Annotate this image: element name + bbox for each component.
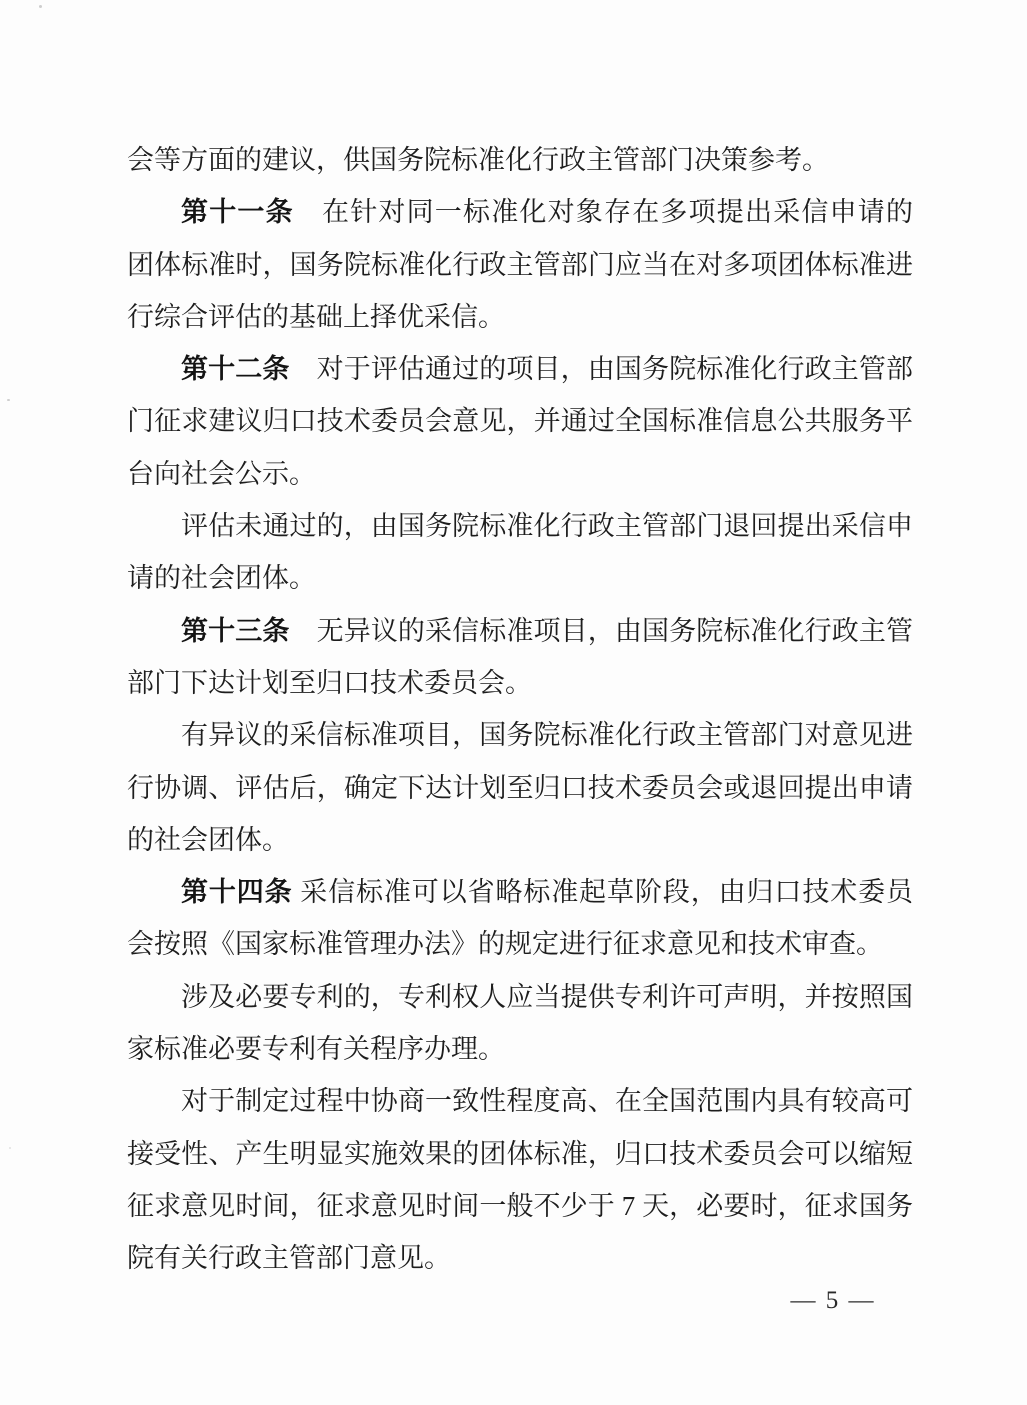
text-segment: 有异议的采信标准项目，国务院标准化行政主管部门对意见进 (181, 720, 913, 751)
text-line (127, 971, 913, 1023)
text-segment: 评估未通过的，由国务院标准化行政主管部门退回提出采信申 (181, 511, 913, 542)
text-line (127, 395, 913, 447)
text-line (127, 918, 913, 970)
text-line (127, 500, 913, 552)
text-segment: 采信标准可以省略标准起草阶段，由归口技术委员 (292, 877, 914, 908)
text-line (127, 1180, 913, 1232)
article-number-heading: 第十一条 (181, 197, 294, 228)
text-segment: 行综合评估的基础上择优采信。 (127, 301, 505, 332)
text-line (127, 134, 913, 186)
text-line (127, 343, 913, 395)
text-line (127, 709, 913, 761)
scan-speck (9, 1147, 11, 1149)
text-line (127, 1075, 913, 1127)
text-line (127, 1128, 913, 1180)
text-segment: 接受性、产生明显实施效果的团体标准，归口技术委员会可以缩短 (127, 1138, 913, 1169)
text-segment: 对于评估通过的项目，由国务院标准化行政主管部 (289, 354, 914, 385)
text-segment: 征求意见时间，征求意见时间一般不少于 7 天，必要时，征求国务 (127, 1190, 913, 1221)
text-segment: 在针对同一标准化对象存在多项提出采信申请的 (293, 197, 914, 228)
text-line (127, 657, 913, 709)
scan-speck (39, 5, 42, 8)
text-line (127, 1023, 913, 1075)
text-segment: 家标准必要专利有关程序办理。 (127, 1034, 505, 1065)
text-segment: 团体标准时，国务院标准化行政主管部门应当在对多项团体标准进 (127, 249, 913, 280)
article-number-heading: 第十三条 (181, 615, 290, 646)
text-line (127, 186, 913, 238)
text-body (127, 134, 913, 1285)
text-segment: 行协调、评估后，确定下达计划至归口技术委员会或退回提出申请 (127, 772, 913, 803)
text-segment: 涉及必要专利的，专利权人应当提供专利许可声明，并按照国 (181, 981, 913, 1012)
text-line (127, 866, 913, 918)
text-line (127, 762, 913, 814)
page-number: — 5 — (790, 1287, 876, 1314)
text-line (127, 1232, 913, 1284)
text-segment: 会等方面的建议，供国务院标准化行政主管部门决策参考。 (127, 145, 829, 175)
text-segment: 请的社会团体。 (127, 563, 316, 594)
scan-speck (7, 399, 10, 401)
article-number-heading: 第十四条 (181, 877, 293, 908)
text-line (127, 814, 913, 866)
text-segment: 的社会团体。 (127, 824, 289, 855)
text-line (127, 605, 913, 657)
text-segment: 对于制定过程中协商一致性程度高、在全国范围内具有较高可 (181, 1086, 913, 1117)
text-segment: 会按照《国家标准管理办法》的规定进行征求意见和技术审查。 (127, 929, 883, 960)
text-line (127, 448, 913, 500)
text-segment: 院有关行政主管部门意见。 (127, 1243, 451, 1274)
text-segment: 无异议的采信标准项目，由国务院标准化行政主管 (289, 615, 914, 646)
text-segment: 台向社会公示。 (127, 458, 316, 489)
text-line (127, 552, 913, 604)
text-line (127, 291, 913, 343)
text-segment: 门征求建议归口技术委员会意见，并通过全国标准信息公共服务平 (127, 406, 913, 437)
article-number-heading: 第十二条 (181, 354, 290, 385)
text-segment: 部门下达计划至归口技术委员会。 (127, 667, 532, 698)
text-line (127, 239, 913, 291)
